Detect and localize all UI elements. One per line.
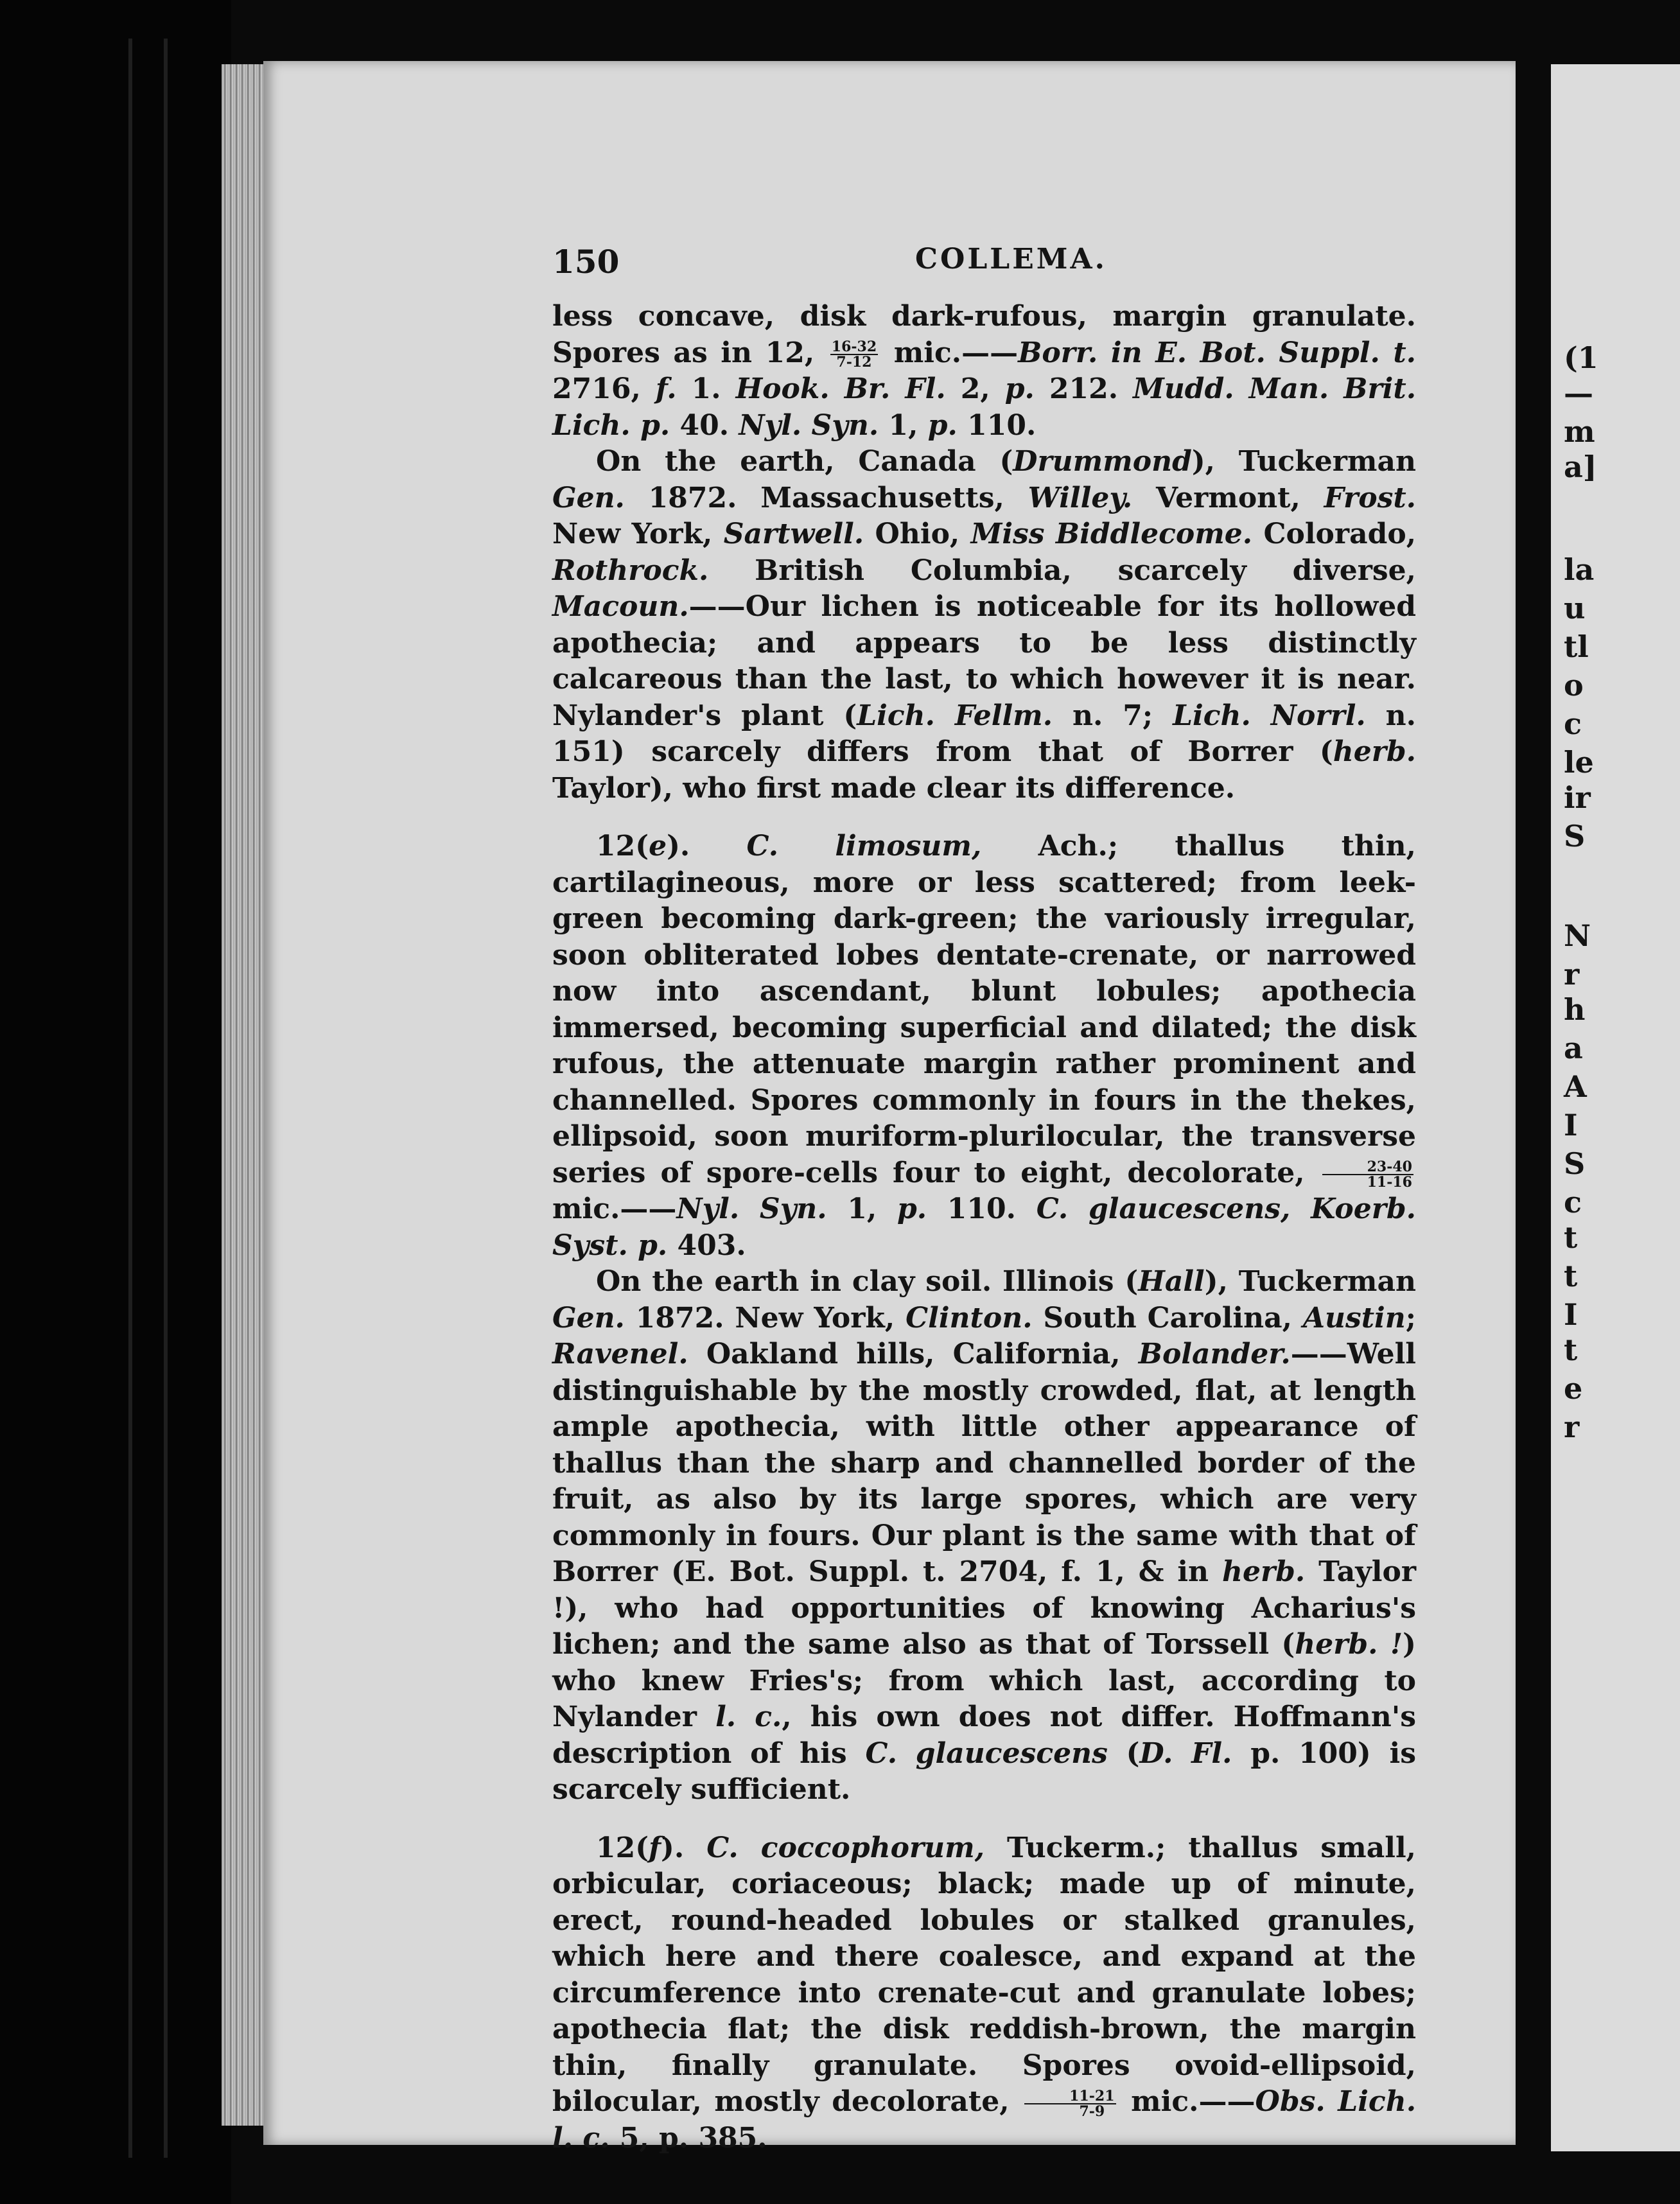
italic-text: D. Fl. (1139, 1736, 1232, 1770)
adjacent-page-fragment: A (1564, 1069, 1587, 1104)
adjacent-page-fragment: le (1564, 745, 1594, 780)
text-run: Vermont, (1132, 481, 1324, 514)
italic-text: C. glaucescens, Koerb. Syst. p. (552, 1193, 1416, 1262)
text-run: p. 100) is scarcely sufficient. (552, 1736, 1416, 1806)
italic-text: Borr. in E. Bot. Suppl. t. (1018, 336, 1416, 369)
text-run: mic.—— (880, 336, 1019, 369)
adjacent-page-fragment: c (1564, 706, 1582, 741)
adjacent-page-fragment: tl (1564, 629, 1589, 664)
text-run: ). (661, 1831, 707, 1864)
adjacent-page-fragment: (1 (1564, 340, 1598, 375)
text-run: Oakland hills, California, (688, 1338, 1139, 1370)
text-run: 1, (879, 408, 928, 442)
text-run: , his own does not differ. Hoffmann's description of his (552, 1701, 1416, 1770)
text-run: Ach.; thallus thin, cartilagineous, more or less scattered; from leek-green becoming dark-green; the variously irregular, soon obliterated lobes dentate-crenate, or narrowed now into ascendant, blunt lobules; apothecia immersed, becoming superficial and dilated; the disk rufous, the attenuate margin rather prominent and channelled. Spores commonly in fours in the thekes, ellipsoid, soon muriform-plurilocular, the transverse series of spore-cells four to eight, decolorate, (552, 830, 1416, 1189)
text-run: ) who knew Fries's; from which last, according to Nylander (552, 1628, 1416, 1733)
italic-text: Hall (1138, 1265, 1205, 1298)
text-run: South Carolina, (1032, 1301, 1303, 1334)
running-head: COLLEMA. (915, 243, 1107, 276)
italic-text: p. (1004, 372, 1035, 405)
adjacent-page-fragment: m (1564, 414, 1595, 449)
adjacent-page-fragment: o (1564, 668, 1584, 703)
spore-size-fraction (830, 340, 878, 369)
text-run: On the earth in clay soil. Illinois ( (596, 1265, 1139, 1298)
adjacent-page-fragment: t (1564, 1333, 1578, 1367)
text-run: Colorado, (1252, 518, 1417, 550)
adjacent-page (1551, 64, 1680, 2151)
italic-text: herb. (1333, 735, 1416, 768)
book-spine (0, 0, 231, 2204)
italic-text: Bolander. (1138, 1338, 1291, 1370)
italic-text: Lich. Fellm. (857, 699, 1053, 732)
italic-text: herb. ! (1295, 1628, 1403, 1661)
adjacent-page-fragment: N (1564, 918, 1591, 953)
italic-text: f. (655, 372, 677, 405)
text-run: 1872. Massachusetts, (624, 481, 1028, 514)
text-run: New York, (552, 518, 724, 550)
fraction-denominator: 11-16 (1367, 1174, 1412, 1191)
adjacent-page-fragment: I (1564, 1297, 1578, 1332)
italic-text: herb. (1221, 1555, 1306, 1588)
spore-size-fraction (1024, 2089, 1116, 2119)
fraction-denominator: 7-12 (836, 354, 872, 371)
text-run: 1, (827, 1193, 897, 1225)
paragraph (552, 444, 1416, 807)
adjacent-page-fragment: a (1564, 1031, 1583, 1065)
paragraph (552, 1264, 1416, 1808)
text-run: British Columbia, scarcely diverse, (708, 554, 1416, 587)
text-run: 40. (670, 408, 739, 442)
italic-text: Obs. Lich. l. c. (552, 2085, 1417, 2155)
fraction-denominator: 7-9 (1079, 2103, 1105, 2120)
italic-text: Frost. (1324, 481, 1417, 514)
text-run: Tuckerm.; thallus small, orbicular, coriaceous; black; made up of minute, erect, round-headed lobules or stalked granules, which here and there coalesce, and expand at the circumference into crenate-cut and granulate lobes; apothecia flat; the disk reddish-brown, the margin thin, finally granulate. Spores ovoid-ellipsoid, bilocular, mostly decolorate, (552, 1831, 1416, 2118)
italic-text: Macoun. (552, 590, 689, 623)
paragraph (552, 1830, 1416, 2157)
italic-text: Mudd. Man. Brit. Lich. p. (552, 372, 1417, 442)
text-run: 1872. New York, (624, 1301, 906, 1334)
text-run: ( (1107, 1736, 1140, 1770)
paragraph (552, 299, 1416, 444)
adjacent-page-fragment: S (1564, 1146, 1586, 1181)
page-edges (222, 64, 267, 2126)
body-text (552, 299, 1416, 2156)
text-run: 12( (596, 830, 649, 862)
text-run: mic.—— (552, 1193, 677, 1225)
text-run: mic.—— (1118, 2085, 1256, 2118)
italic-text: Gen. (552, 1301, 625, 1334)
page-number: 150 (552, 243, 620, 281)
text-run: Taylor), who first made clear its difference. (552, 771, 1236, 805)
fraction-numerator: 23-40 (1322, 1160, 1413, 1175)
text-run: 1. (676, 372, 736, 405)
italic-text: Willey. (1028, 481, 1133, 514)
adjacent-page-fragment: h (1564, 992, 1586, 1027)
italic-text: C. coccophorum, (706, 1831, 985, 1864)
italic-text: C. limosum, (746, 830, 982, 862)
italic-text: Drummond (1013, 445, 1192, 478)
text-run: n. 151) scarcely differs from that of Borrer ( (552, 699, 1416, 768)
adjacent-page-fragment: S (1564, 819, 1586, 853)
adjacent-page-fragment: I (1564, 1108, 1578, 1142)
text-run: n. 7; (1053, 699, 1173, 732)
text-run: Ohio, (864, 518, 971, 550)
italic-text: p. (927, 408, 958, 442)
italic-text: Nyl. Syn. (739, 408, 879, 442)
text-run: 212. (1034, 372, 1133, 405)
text-run: Taylor !), who had opportunities of knowing Acharius's lichen; and the same also as that of Torssell ( (552, 1555, 1417, 1661)
adjacent-page-fragment: t (1564, 1220, 1578, 1255)
italic-text: Austin (1302, 1301, 1406, 1334)
text-run: ), Tuckerman (1191, 445, 1416, 478)
text-run: 12( (596, 1831, 649, 1864)
paragraph (552, 828, 1416, 1264)
fraction-numerator: 11-21 (1024, 2089, 1116, 2104)
italic-text: C. glaucescens (865, 1736, 1108, 1770)
text-run: ). (667, 830, 747, 862)
adjacent-page-fragment: a] (1564, 450, 1597, 484)
adjacent-page-fragment: e (1564, 1371, 1583, 1406)
text-run: ——Well distinguishable by the mostly crowded, flat, at length ample apothecia, with little other appearance of thallus than the sharp and channelled border of the fruit, as also by its large spores, which are very commonly in fours. Our plant is the same with that of Borrer (E. Bot. Suppl. t. 2704, f. 1, & in (552, 1338, 1416, 1588)
italic-text: p. (897, 1193, 927, 1225)
adjacent-page-fragment: r (1564, 957, 1580, 992)
italic-text: Nyl. Syn. (676, 1193, 827, 1225)
italic-text: Miss Biddlecome. (970, 518, 1253, 550)
italic-text: l. c. (715, 1701, 782, 1733)
text-run: ; (1405, 1301, 1416, 1334)
adjacent-page-fragment: c (1564, 1185, 1582, 1220)
adjacent-page-fragment: ir (1564, 780, 1591, 815)
text-run: 403. (667, 1229, 746, 1262)
spine-line (164, 39, 168, 2158)
text-run: 5, p. 385. (609, 2121, 767, 2155)
text-run: 2716, (552, 372, 656, 405)
adjacent-page-fragment: r (1564, 1410, 1580, 1444)
italic-text: f (649, 1831, 661, 1864)
italic-text: e (649, 830, 667, 862)
italic-text: Hook. Br. Fl. (735, 372, 946, 405)
text-run: less concave, disk dark-rufous, margin granulate. Spores as in 12, (552, 300, 1416, 369)
text-run: 110. (957, 408, 1037, 442)
text-run: ), Tuckerman (1204, 1265, 1416, 1298)
fraction-numerator: 16-32 (831, 338, 877, 355)
text-run: 110. (927, 1193, 1037, 1225)
italic-text: Gen. (552, 481, 625, 514)
adjacent-page-fragment: u (1564, 591, 1586, 625)
adjacent-page-fragment: t (1564, 1259, 1578, 1293)
text-run: ——Our lichen is noticeable for its hollowed apothecia; and appears to be less distinctly calcareous than the last, to which however it is near. Nylander's plant ( (552, 590, 1416, 732)
page-header (552, 243, 1516, 281)
italic-text: Clinton. (906, 1301, 1033, 1334)
spore-size-fraction (1322, 1160, 1413, 1189)
italic-text: Sartwell. (723, 518, 864, 550)
adjacent-page-fragment: la (1564, 552, 1595, 587)
italic-text: Lich. Norrl. (1173, 699, 1366, 732)
spine-line (128, 39, 132, 2158)
text-run: On the earth, Canada ( (596, 445, 1013, 478)
text-run: 2, (945, 372, 1005, 405)
italic-text: Rothrock. (552, 554, 709, 587)
adjacent-page-fragment: — (1564, 376, 1593, 410)
italic-text: Ravenel. (552, 1338, 688, 1370)
